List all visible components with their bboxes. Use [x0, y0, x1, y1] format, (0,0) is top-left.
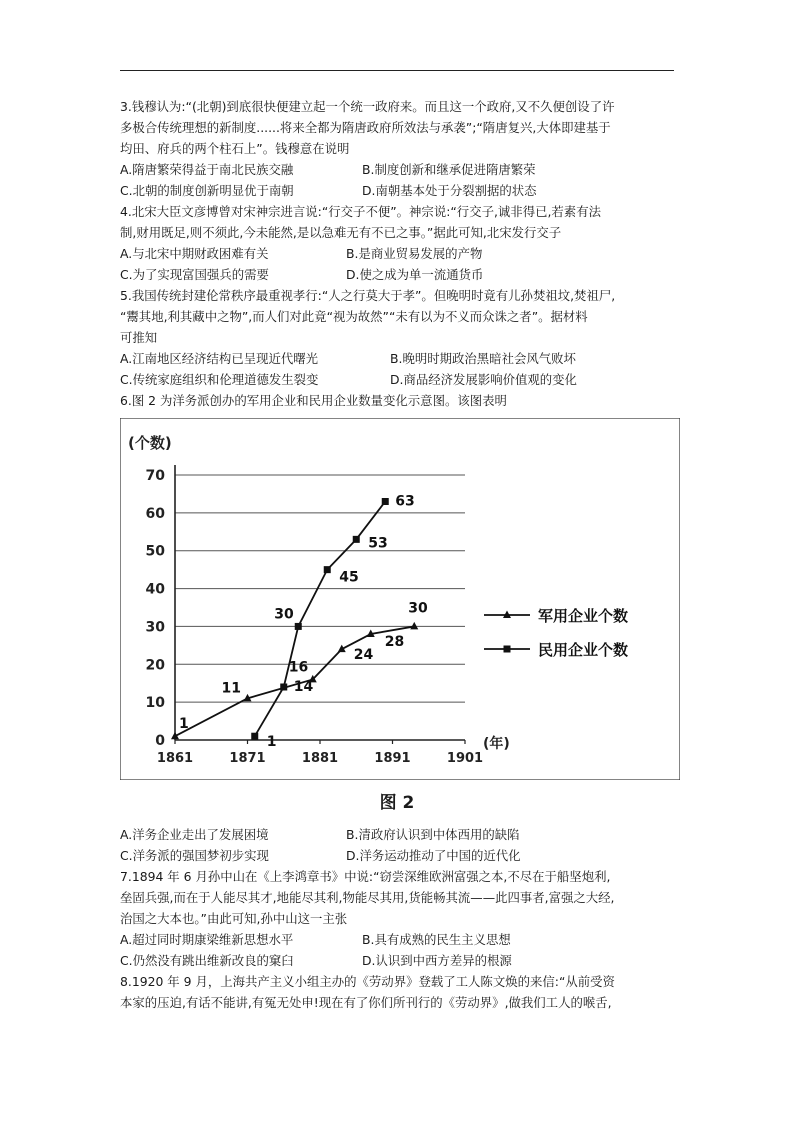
question-6-options — [120, 824, 680, 866]
q6-option-b[interactable]: B.清政府认识到中体西用的缺陷 — [346, 827, 520, 842]
q5-option-d[interactable]: D.商品经济发展影响价值观的变化 — [390, 372, 577, 387]
question-6-stem — [120, 390, 680, 411]
q3-option-a[interactable]: A.隋唐繁荣得益于南北民族交融 — [120, 162, 294, 177]
q4-options-row — [120, 264, 680, 285]
data-label: 30 — [274, 606, 294, 623]
q4-options-row — [120, 243, 680, 264]
q3-options-row — [120, 180, 680, 201]
q6-options-row — [120, 824, 680, 845]
enterprise-count-chart — [120, 418, 680, 780]
q6-option-c[interactable]: C.洋务派的强国梦初步实现 — [120, 848, 269, 863]
question-7 — [120, 866, 680, 971]
square-marker — [324, 566, 331, 573]
square-marker — [353, 536, 360, 543]
data-label: 63 — [395, 493, 415, 510]
q4-option-c[interactable]: C.为了实现富国强兵的需要 — [120, 267, 269, 282]
q4-stem-line: 制,财用既足,则不须此,今未能然,是以急难无有不已之事。”据此可知,北宋发行交子 — [120, 225, 562, 240]
q3-option-c[interactable]: C.北朝的制度创新明显优于南朝 — [120, 183, 294, 198]
q7-option-c[interactable]: C.仍然没有跳出维新改良的窠臼 — [120, 953, 294, 968]
data-label: 30 — [408, 600, 428, 617]
y-tick-label: 10 — [145, 695, 165, 712]
header-rule — [120, 70, 674, 71]
q6-option-d[interactable]: D.洋务运动推动了中国的近代化 — [346, 848, 521, 863]
legend-label-1: 军用企业个数 — [538, 607, 629, 625]
q4-option-a[interactable]: A.与北宋中期财政困难有关 — [120, 246, 269, 261]
y-tick-label: 40 — [145, 581, 165, 598]
x-tick-label: 1861 — [156, 751, 194, 766]
q3-stem-line: 均田、府兵的两个柱石上”。钱穆意在说明 — [120, 141, 350, 156]
y-tick-label: 30 — [145, 619, 165, 636]
y-axis-title: (个数) — [128, 434, 172, 452]
y-tick-label: 70 — [145, 468, 165, 484]
question-4 — [120, 201, 680, 285]
q3-option-b[interactable]: B.制度创新和继承促进隋唐繁荣 — [362, 162, 536, 177]
x-tick-label: 1901 — [446, 751, 484, 766]
q6-option-a[interactable]: A.洋务企业走出了发展困境 — [120, 827, 269, 842]
q7-option-b[interactable]: B.具有成熟的民生主义思想 — [362, 932, 511, 947]
q4-stem-line: 4.北宋大臣文彦博曾对宋神宗进言说:“行交子不便”。神宗说:“行交子,诚非得已,若素有法 — [120, 204, 601, 219]
q5-option-a[interactable]: A.江南地区经济结构已呈现近代曙光 — [120, 351, 319, 366]
x-axis-title: (年) — [483, 736, 510, 752]
q5-option-b[interactable]: B.晚明时期政治黑暗社会风气败坏 — [390, 351, 576, 366]
square-marker — [504, 646, 511, 653]
square-marker — [382, 498, 389, 505]
x-tick-label: 1891 — [374, 751, 411, 766]
square-marker — [295, 623, 302, 630]
legend-label-2: 民用企业个数 — [538, 641, 629, 659]
q5-options-row — [120, 348, 680, 369]
q5-option-c[interactable]: C.传统家庭组织和伦理道德发生裂变 — [120, 372, 319, 387]
q5-stem-line: “鬻其地,利其藏中之物”,而人们对此竟“视为故然”“未有以为不义而众诛之者”。据材料 — [120, 309, 588, 324]
data-label: 11 — [221, 680, 241, 697]
data-label: 53 — [368, 535, 388, 552]
q7-stem-line: 7.1894 年 6 月孙中山在《上李鸿章书》中说:“窃尝深维欧洲富强之本,不尽在于船坚炮利, — [120, 869, 611, 884]
q7-option-a[interactable]: A.超过同时期康梁维新思想水平 — [120, 932, 294, 947]
q7-option-d[interactable]: D.认识到中西方差异的根源 — [362, 953, 512, 968]
q7-stem-line: 垒固兵强,而在于人能尽其才,地能尽其利,物能尽其用,货能畅其流——此四事者,富强之大经, — [120, 890, 615, 905]
data-label: 14 — [293, 679, 314, 695]
figure-caption: 图 2 — [379, 793, 415, 813]
q6-stem-line: 6.图 2 为洋务派创办的军用企业和民用企业数量变化示意图。该图表明 — [120, 393, 507, 408]
q7-options-row — [120, 950, 680, 971]
data-label: 1 — [179, 716, 189, 733]
q7-stem-line: 治国之大本也。”由此可知,孙中山这一主张 — [120, 911, 348, 926]
y-tick-label: 60 — [145, 505, 165, 522]
square-marker — [280, 684, 287, 691]
y-tick-label: 0 — [155, 733, 165, 749]
y-tick-label: 20 — [145, 657, 165, 674]
q3-stem-line: 多极合传统理想的新制度......将来全都为隋唐政府所效法与承袭”;“隋唐复兴,大体即建基于 — [120, 120, 611, 135]
q4-option-d[interactable]: D.使之成为单一流通货币 — [346, 267, 484, 282]
data-label: 28 — [384, 634, 405, 650]
q4-option-b[interactable]: B.是商业贸易发展的产物 — [346, 246, 483, 261]
q3-option-d[interactable]: D.南朝基本处于分裂割据的状态 — [362, 183, 537, 198]
question-8 — [120, 971, 680, 1013]
q8-stem-line: 本家的压迫,有话不能讲,有冤无处申!现在有了你们所刊行的《劳动界》,做我们工人的喉舌, — [120, 995, 612, 1010]
q5-stem-line: 5.我国传统封建伦常秩序最重视孝行:“人之行莫大于孝”。但晚明时竟有儿孙焚祖坟,焚祖尸, — [120, 288, 616, 303]
y-tick-label: 50 — [145, 543, 165, 560]
question-5 — [120, 285, 680, 390]
data-label: 45 — [339, 569, 359, 586]
data-label: 16 — [288, 659, 309, 676]
square-marker — [251, 733, 258, 740]
q3-stem-line: 3.钱穆认为:“(北朝)到底很快便建立起一个统一政府来。而且这一个政府,又不久便创设了许 — [120, 99, 615, 114]
q7-options-row — [120, 929, 680, 950]
x-tick-label: 1881 — [301, 751, 339, 766]
q8-stem-line: 8.1920 年 9 月，上海共产主义小组主办的《劳动界》登载了工人陈文焕的来信:“从前受资 — [120, 974, 615, 989]
q3-options-row — [120, 159, 680, 180]
x-tick-label: 1871 — [229, 751, 266, 766]
data-label: 24 — [353, 647, 374, 664]
data-label: 1 — [266, 734, 277, 751]
q6-options-row — [120, 845, 680, 866]
q5-stem-line: 可推知 — [120, 330, 158, 345]
q5-options-row — [120, 369, 680, 390]
question-3 — [120, 96, 680, 201]
chart-frame — [120, 418, 680, 780]
